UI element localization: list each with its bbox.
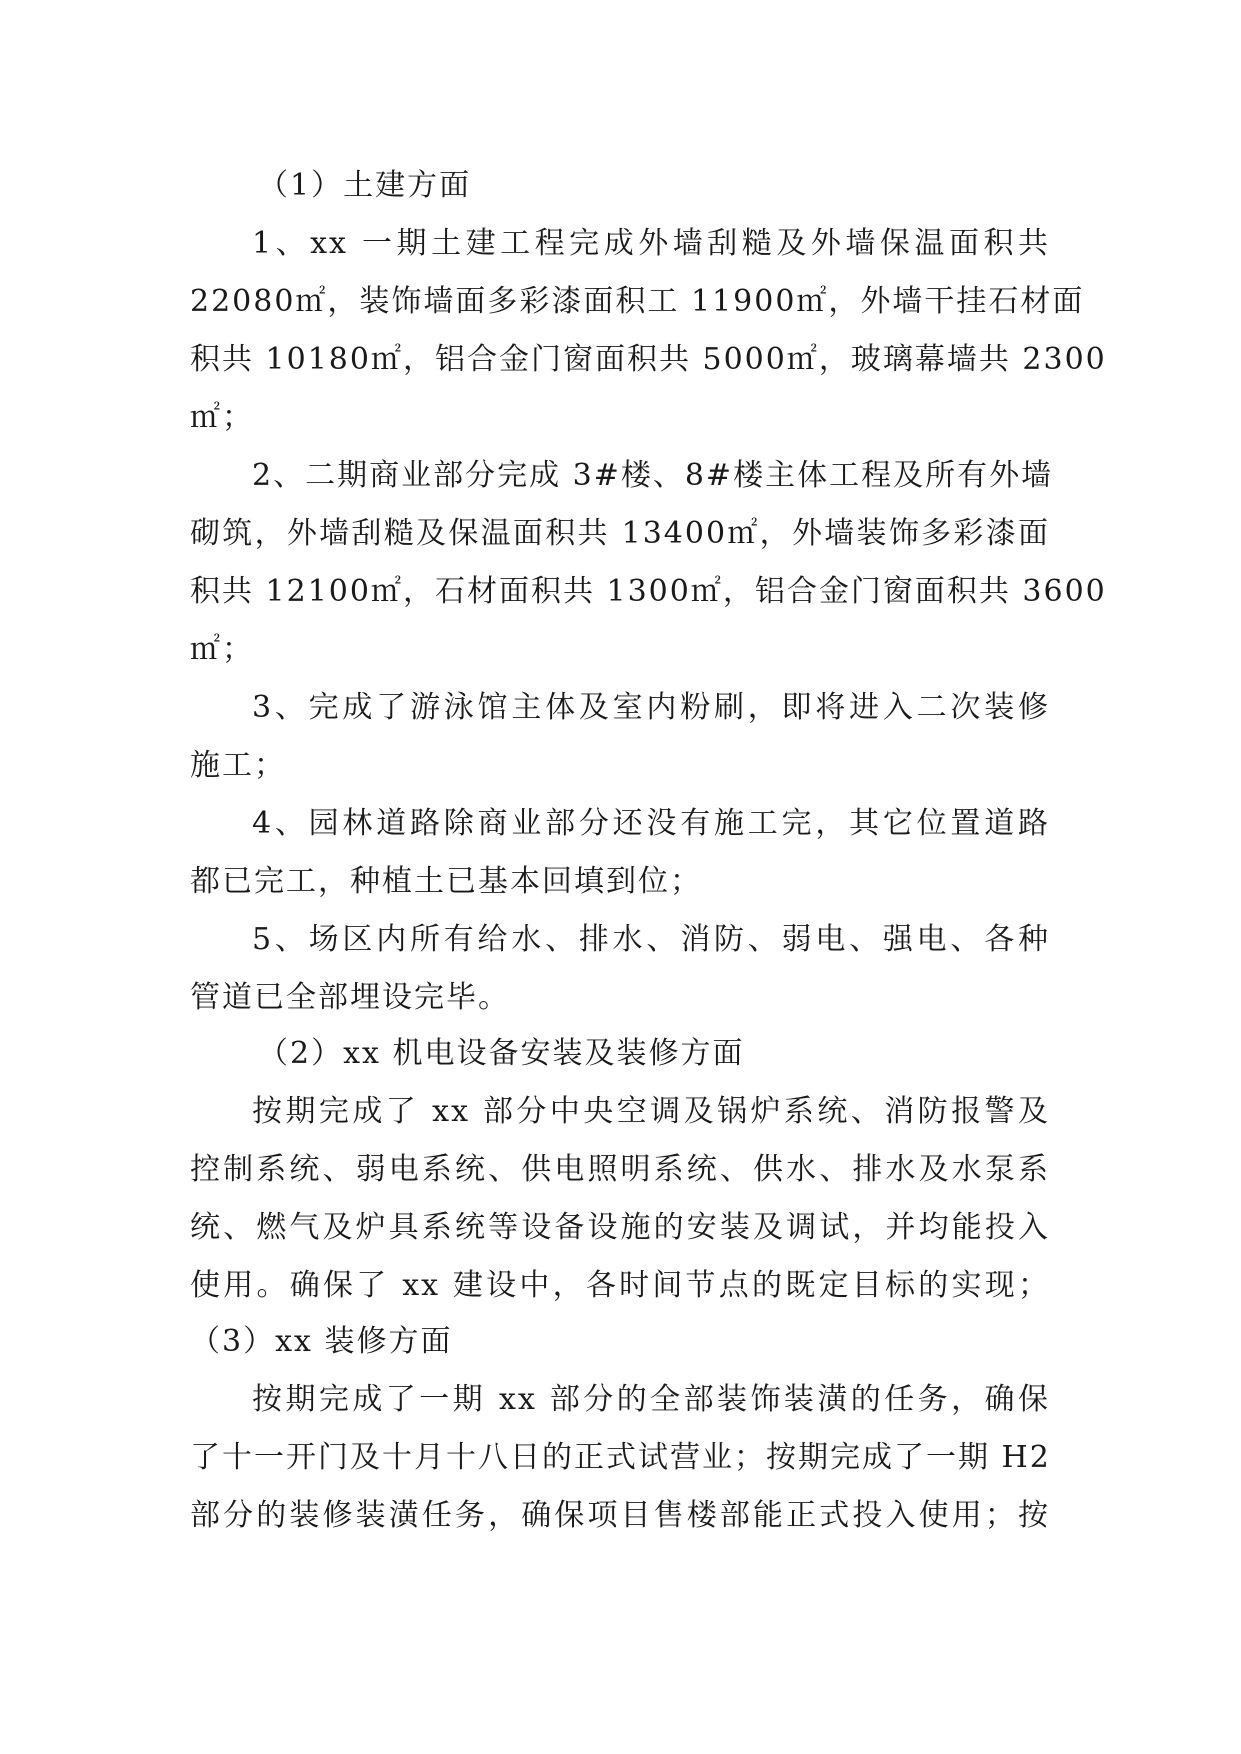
section1-item5-line1: 5、场区内所有给水、排水、消防、弱电、强电、各种	[252, 922, 1050, 957]
section1-item1-line4: ㎡；	[190, 400, 254, 435]
section3-para-line1: 按期完成了一期 xx 部分的全部装饰装潢的任务，确保	[252, 1382, 1050, 1417]
section1-item1-line1: 1、xx 一期土建工程完成外墙刮糙及外墙保温面积共	[252, 226, 1050, 261]
section2-para-line2: 控制系统、弱电系统、供电照明系统、供水、排水及水泵系	[190, 1152, 1050, 1187]
section1-item4-line2: 都已完工，种植土已基本回填到位；	[190, 864, 702, 899]
section1-item1-line2: 22080㎡，装饰墙面多彩漆面积工 11900㎡，外墙干挂石材面	[190, 284, 1085, 319]
section2-heading: （2）xx 机电设备安装及装修方面	[258, 1036, 745, 1071]
section3-heading: （3）xx 装修方面	[190, 1324, 453, 1359]
section2-para-line4: 使用。确保了 xx 建设中，各时间节点的既定目标的实现；	[190, 1268, 1050, 1303]
section1-item5-line2: 管道已全部埋设完毕。	[190, 980, 510, 1015]
section2-para-line1: 按期完成了 xx 部分中央空调及锅炉系统、消防报警及	[252, 1094, 1050, 1129]
section1-item2-line3: 积共 12100㎡，石材面积共 1300㎡，铝合金门窗面积共 3600	[190, 574, 1107, 609]
section1-item3-line1: 3、完成了游泳馆主体及室内粉刷，即将进入二次装修	[252, 690, 1050, 725]
section1-item4-line1: 4、园林道路除商业部分还没有施工完，其它位置道路	[252, 806, 1050, 841]
section1-item2-line4: ㎡；	[190, 632, 254, 667]
section1-item3-line2: 施工；	[190, 748, 286, 783]
section1-item2-line2: 砌筑，外墙刮糙及保温面积共 13400㎡，外墙装饰多彩漆面	[190, 516, 1050, 551]
section3-para-line2: 了十一开门及十月十八日的正式试营业；按期完成了一期 H2	[190, 1440, 1051, 1475]
section1-item1-line3: 积共 10180㎡，铝合金门窗面积共 5000㎡，玻璃幕墙共 2300	[190, 342, 1107, 377]
section2-para-line3: 统、燃气及炉具系统等设备设施的安装及调试，并均能投入	[190, 1210, 1050, 1245]
section1-heading: （1）土建方面	[258, 168, 472, 203]
section3-para-line3: 部分的装修装潢任务，确保项目售楼部能正式投入使用；按	[190, 1498, 1050, 1533]
section1-item2-line1: 2、二期商业部分完成 3#楼、8#楼主体工程及所有外墙	[252, 458, 1054, 493]
